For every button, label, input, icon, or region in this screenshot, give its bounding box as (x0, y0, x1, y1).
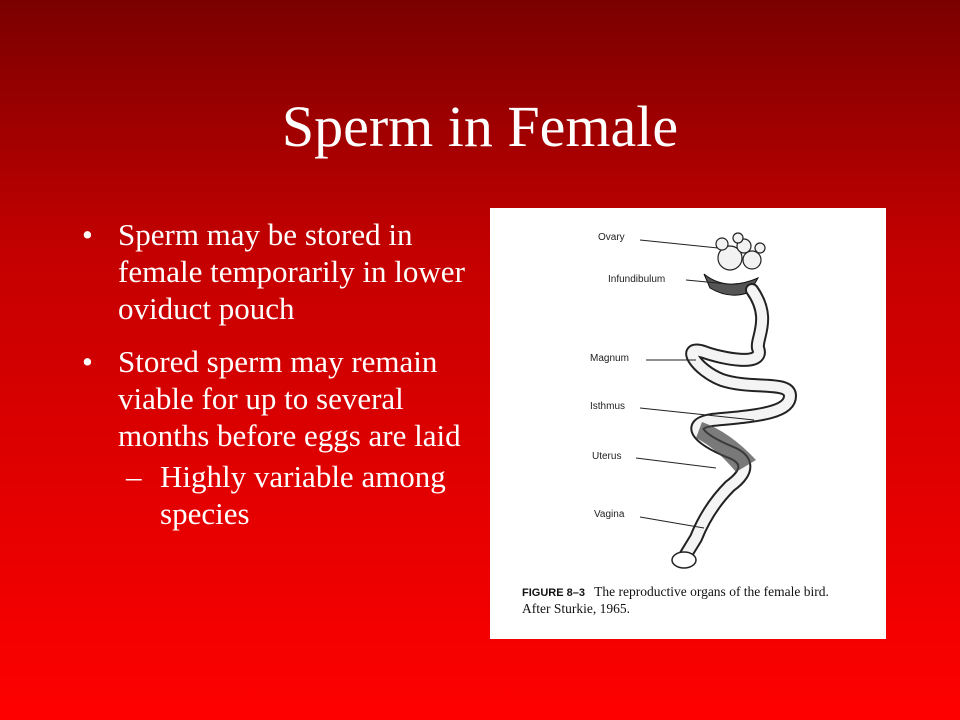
oviduct-illustration (490, 208, 886, 639)
bullet-marker: • (82, 344, 93, 379)
label-ovary: Ovary (598, 232, 625, 243)
slide-title: Sperm in Female (281, 94, 679, 159)
bullet-text: Sperm may be stored in female temporarily in lower oviduct pouch (118, 217, 465, 326)
bullet-list (80, 216, 475, 532)
label-uterus: Uterus (592, 451, 622, 462)
sub-bullet-item (80, 458, 475, 532)
oviduct-figure (490, 208, 886, 639)
caption-text: The reproductive organs of the female bird. (594, 584, 829, 599)
bullet-item (80, 343, 475, 454)
caption-figure-number: FIGURE 8–3 (522, 587, 585, 599)
bullet-text: Stored sperm may remain viable for up to several months before eggs are laid (118, 344, 461, 453)
label-isthmus: Isthmus (590, 401, 626, 412)
label-magnum: Magnum (590, 353, 629, 364)
caption-source: After Sturkie, 1965. (522, 601, 630, 616)
bullet-marker: • (82, 217, 93, 252)
figure-caption (522, 584, 872, 617)
ovary-drawing (716, 233, 765, 270)
bullet-item (80, 216, 475, 327)
label-vagina: Vagina (594, 509, 625, 520)
sub-bullet-text: Highly variable among species (160, 459, 446, 531)
sub-bullet-marker: – (126, 459, 142, 494)
label-infundibulum: Infundibulum (608, 274, 666, 285)
